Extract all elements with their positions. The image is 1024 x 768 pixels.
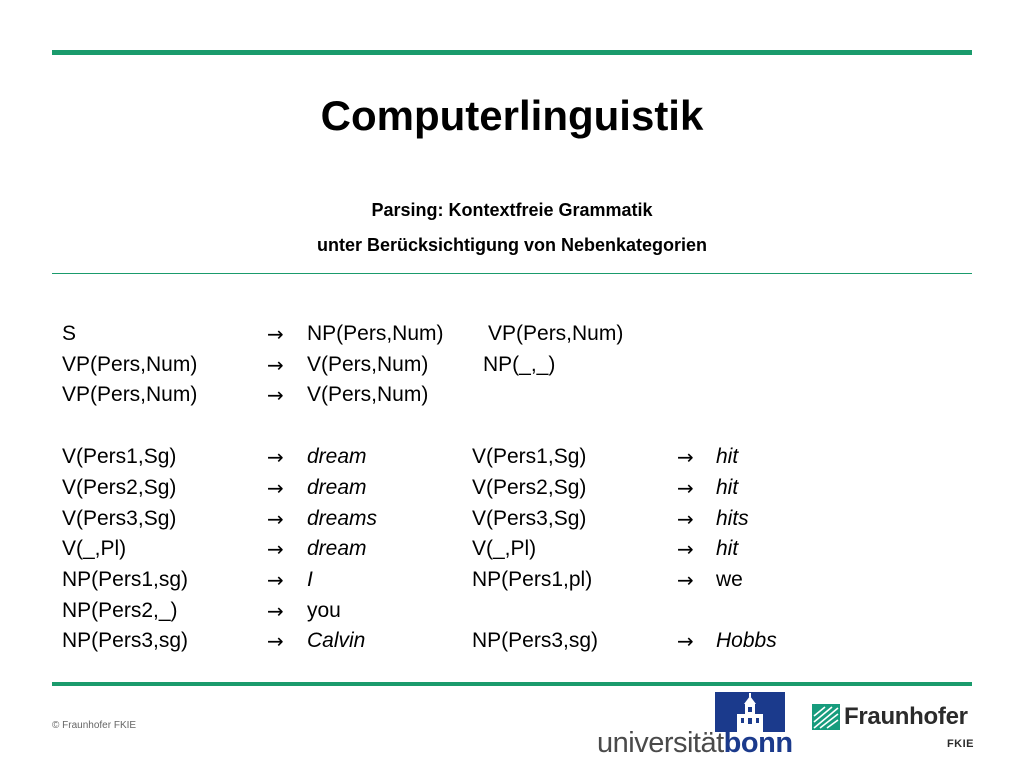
arrow-symbol: → (267, 629, 284, 653)
fraunhofer-mark-icon (812, 704, 840, 730)
rule-rhs: VP(Pers,Num) (488, 322, 624, 345)
rule-rhs: NP(Pers,Num) (307, 322, 444, 345)
rule-rhs: V(Pers,Num) (307, 383, 429, 406)
lexicon-word: dream (307, 476, 367, 499)
lexicon-lhs: NP(Pers3,sg) (62, 629, 189, 652)
fraunhofer-wordmark: Fraunhofer (844, 703, 968, 730)
bonn-wordmark (597, 726, 793, 760)
arrow-symbol: → (267, 568, 284, 592)
lexicon-word: Hobbs (716, 629, 777, 652)
lexicon-lhs: NP(Pers1,pl) (472, 568, 593, 591)
lexicon-lhs: V(Pers3,Sg) (62, 507, 177, 530)
arrow-symbol: → (267, 507, 284, 531)
copyright-notice: © Fraunhofer FKIE (52, 720, 137, 731)
bonn-wordmark-light: universität (597, 727, 724, 759)
middle-divider (52, 273, 972, 274)
fraunhofer-logo (812, 704, 974, 754)
lexicon-word: you (307, 599, 341, 622)
lexicon-lhs: NP(Pers1,sg) (62, 568, 189, 591)
rule-lhs: VP(Pers,Num) (62, 353, 198, 376)
arrow-symbol: → (677, 507, 694, 531)
rule-lhs: VP(Pers,Num) (62, 383, 198, 406)
lexicon-lhs: V(Pers1,Sg) (62, 445, 177, 468)
arrow-symbol: → (677, 445, 694, 469)
arrow-symbol: → (677, 537, 694, 561)
arrow-symbol: → (267, 322, 284, 346)
lexicon-lhs: V(Pers2,Sg) (472, 476, 587, 499)
lexicon-word: I (307, 568, 313, 591)
lexicon-word: hit (716, 537, 739, 560)
lexicon-lhs: V(_,Pl) (62, 537, 127, 560)
arrow-symbol: → (677, 568, 694, 592)
lexicon-lhs: NP(Pers3,sg) (472, 629, 599, 652)
page-title: Computerlinguistik (320, 92, 704, 140)
fraunhofer-institute-label: FKIE (946, 738, 974, 750)
rule-lhs: S (62, 322, 77, 345)
arrow-symbol: → (267, 445, 284, 469)
lexicon-word: we (716, 568, 743, 591)
bottom-divider (52, 682, 972, 686)
arrow-symbol: → (267, 537, 284, 561)
lexicon-word: dream (307, 445, 367, 468)
lexicon-lhs: V(_,Pl) (472, 537, 537, 560)
arrow-symbol: → (677, 629, 694, 653)
bonn-wordmark-bold: bonn (723, 727, 793, 759)
lexicon-word: dream (307, 537, 367, 560)
top-divider (52, 50, 972, 55)
lexicon-lhs: V(Pers2,Sg) (62, 476, 177, 499)
lexicon-word: dreams (307, 507, 378, 530)
lexicon-lhs: V(Pers1,Sg) (472, 445, 587, 468)
lexicon-lhs: NP(Pers2,_) (62, 599, 178, 622)
arrow-symbol: → (267, 353, 284, 377)
arrow-symbol: → (677, 476, 694, 500)
lexicon-word: Calvin (307, 629, 366, 652)
lexicon-word: hit (716, 476, 739, 499)
rule-rhs: NP(_,_) (483, 353, 556, 376)
arrow-symbol: → (267, 476, 284, 500)
subtitle-line-1: Parsing: Kontextfreie Grammatik (371, 200, 653, 220)
lexicon-word: hit (716, 445, 739, 468)
arrow-symbol: → (267, 599, 284, 623)
lexicon-word: hits (716, 507, 749, 530)
subtitle-line-2: unter Berücksichtigung von Nebenkategorien (316, 235, 708, 255)
lexicon-lhs: V(Pers3,Sg) (472, 507, 587, 530)
university-bonn-logo (597, 692, 793, 762)
arrow-symbol: → (267, 383, 284, 407)
rule-rhs: V(Pers,Num) (307, 353, 429, 376)
